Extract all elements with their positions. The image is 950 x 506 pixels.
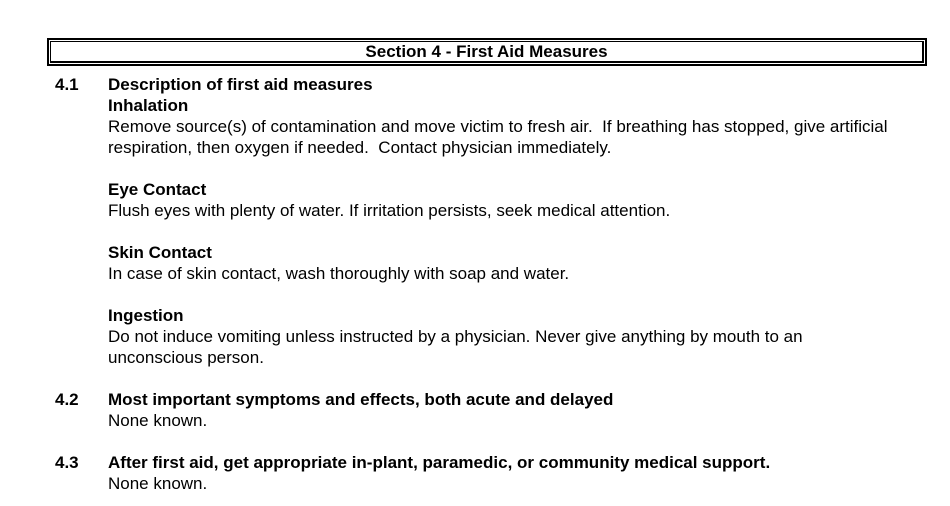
spacer bbox=[55, 431, 895, 452]
subsection-heading-eye-contact: Eye Contact bbox=[108, 180, 207, 199]
spacer bbox=[55, 368, 895, 389]
item-number: 4.1 bbox=[55, 75, 79, 94]
item-heading: After first aid, get appropriate in-plant, paramedic, or community medical support. bbox=[108, 453, 771, 472]
subsection-text-inhalation: Remove source(s) of contamination and move victim to fresh air. If breathing has stopped, give artificial respiration, then oxygen if needed. Contact physician immediately. bbox=[108, 117, 893, 157]
item-text: None known. bbox=[108, 411, 208, 430]
spacer bbox=[108, 284, 895, 305]
item-number: 4.2 bbox=[55, 390, 79, 409]
item-body bbox=[108, 389, 895, 431]
subsection-text-eye-contact: Flush eyes with plenty of water. If irritation persists, seek medical attention. bbox=[108, 201, 671, 220]
subsection-text-ingestion: Do not induce vomiting unless instructed by a physician. Never give anything by mouth to an unconscious person. bbox=[108, 327, 808, 367]
item-body bbox=[108, 452, 895, 494]
subsection-text-skin-contact: In case of skin contact, wash thoroughly with soap and water. bbox=[108, 264, 570, 283]
item-4-1 bbox=[55, 74, 895, 368]
item-heading: Most important symptoms and effects, both acute and delayed bbox=[108, 390, 614, 409]
item-number: 4.3 bbox=[55, 453, 79, 472]
section-header-frame bbox=[50, 41, 924, 63]
spacer bbox=[108, 221, 895, 242]
item-body bbox=[108, 74, 895, 368]
section-header bbox=[47, 38, 927, 66]
item-heading: Description of first aid measures bbox=[108, 75, 373, 94]
spacer bbox=[108, 158, 895, 179]
section-content bbox=[55, 74, 895, 494]
subsection-heading-inhalation: Inhalation bbox=[108, 96, 189, 115]
subsection-heading-skin-contact: Skin Contact bbox=[108, 243, 212, 262]
item-text: None known. bbox=[108, 474, 208, 493]
section-title: Section 4 - First Aid Measures bbox=[365, 41, 608, 61]
item-4-2 bbox=[55, 389, 895, 431]
item-4-3 bbox=[55, 452, 895, 494]
subsection-heading-ingestion: Ingestion bbox=[108, 306, 184, 325]
